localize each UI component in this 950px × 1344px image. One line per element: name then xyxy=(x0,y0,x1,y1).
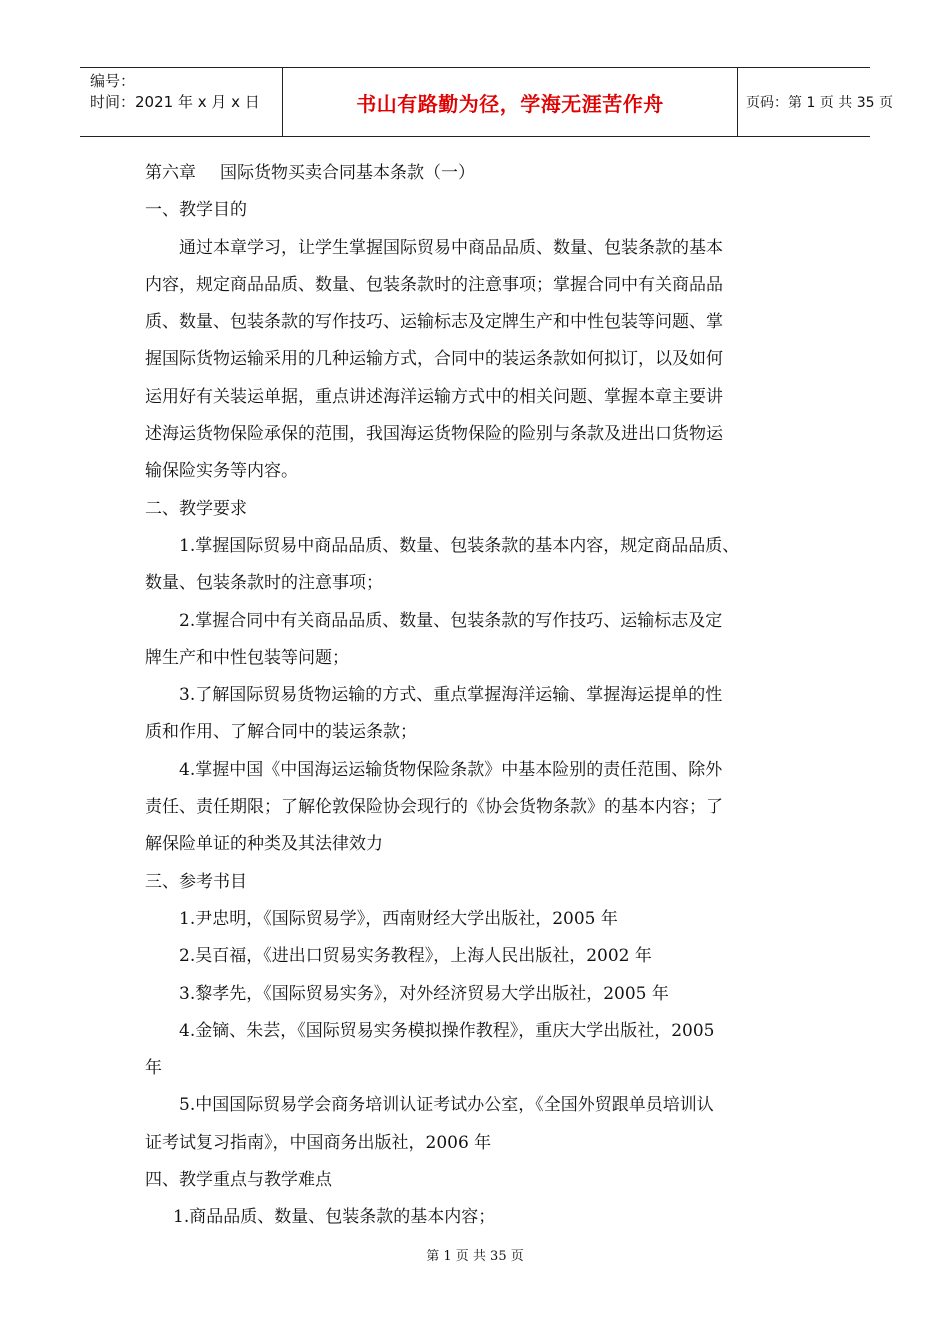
list-item-line: 牌生产和中性包装等问题； xyxy=(145,647,349,668)
motto: 书山有路勤为径，学海无涯苦作舟 xyxy=(282,68,738,136)
reference-line: 3.黎孝先，《国际贸易实务》，对外经济贸易大学出版社，2005 年 xyxy=(179,983,669,1004)
header-meta xyxy=(80,68,282,136)
reference-line: 5.中国国际贸易学会商务培训认证考试办公室，《全国外贸跟单员培训认 xyxy=(179,1095,714,1116)
list-item-line: 3.了解国际贸易货物运输的方式、重点掌握海洋运输、掌握海运提单的性 xyxy=(179,685,723,706)
list-item-line: 解保险单证的种类及其法律效力 xyxy=(145,834,383,855)
list-item-line: 数量、包装条款时的注意事项； xyxy=(145,573,383,594)
section-heading: 四、教学重点与教学难点 xyxy=(145,1170,332,1191)
section-heading: 二、教学要求 xyxy=(145,498,247,519)
reference-line: 证考试复习指南》，中国商务出版社，2006 年 xyxy=(145,1132,492,1153)
list-item-line: 2.掌握合同中有关商品品质、数量、包装条款的写作技巧、运输标志及定 xyxy=(179,610,723,631)
reference-line: 2.吴百福，《进出口贸易实务教程》，上海人民出版社，2002 年 xyxy=(179,946,652,967)
list-item-line: 责任、责任期限；了解伦敦保险协会现行的《协会货物条款》的基本内容；了 xyxy=(145,797,723,818)
page-footer: 第 1 页 共 35 页 xyxy=(426,1249,524,1264)
section-heading: 三、参考书目 xyxy=(145,871,247,892)
list-item-line: 1.掌握国际贸易中商品品质、数量、包装条款的基本内容，规定商品品质、 xyxy=(179,535,740,556)
paragraph-line: 内容，规定商品品质、数量、包装条款时的注意事项；掌握合同中有关商品品 xyxy=(145,274,723,295)
page-label: 页码：第 1 页 共 35 页 xyxy=(746,95,893,111)
number-label: 编号： xyxy=(90,72,136,90)
list-item-line: 1.商品品质、数量、包装条款的基本内容； xyxy=(173,1207,496,1228)
chapter-title: 国际货物买卖合同基本条款（一） xyxy=(220,163,475,183)
paragraph-line: 输保险实务等内容。 xyxy=(145,461,298,482)
paragraph-line: 握国际货物运输采用的几种运输方式，合同中的装运条款如何拟订，以及如何 xyxy=(145,349,723,370)
date-label: 时间：2021 年 x 月 x 日 xyxy=(90,93,260,111)
chapter-heading xyxy=(145,155,815,192)
paragraph-line: 通过本章学习，让学生掌握国际贸易中商品品质、数量、包装条款的基本 xyxy=(179,237,723,258)
paragraph-line: 述海运货物保险承保的范围，我国海运货物保险的险别与条款及进出口货物运 xyxy=(145,424,723,445)
list-item-line: 质和作用、了解合同中的装运条款； xyxy=(145,722,417,743)
reference-line: 4.金镝、朱芸，《国际贸易实务模拟操作教程》，重庆大学出版社，2005 xyxy=(179,1020,715,1041)
chapter-number: 第六章 xyxy=(145,163,196,183)
page-header xyxy=(80,67,893,137)
paragraph-line: 质、数量、包装条款的写作技巧、运输标志及定牌生产和中性包装等问题、掌 xyxy=(145,312,723,333)
list-item-line: 4.掌握中国《中国海运运输货物保险条款》中基本险别的责任范围、除外 xyxy=(179,759,723,780)
reference-line: 年 xyxy=(145,1058,162,1079)
reference-line: 1.尹忠明，《国际贸易学》，西南财经大学出版社，2005 年 xyxy=(179,908,618,929)
paragraph-line: 运用好有关装运单据，重点讲述海洋运输方式中的相关问题、掌握本章主要讲 xyxy=(145,386,723,407)
section-heading: 一、教学目的 xyxy=(145,200,247,221)
document-body xyxy=(145,155,815,1237)
